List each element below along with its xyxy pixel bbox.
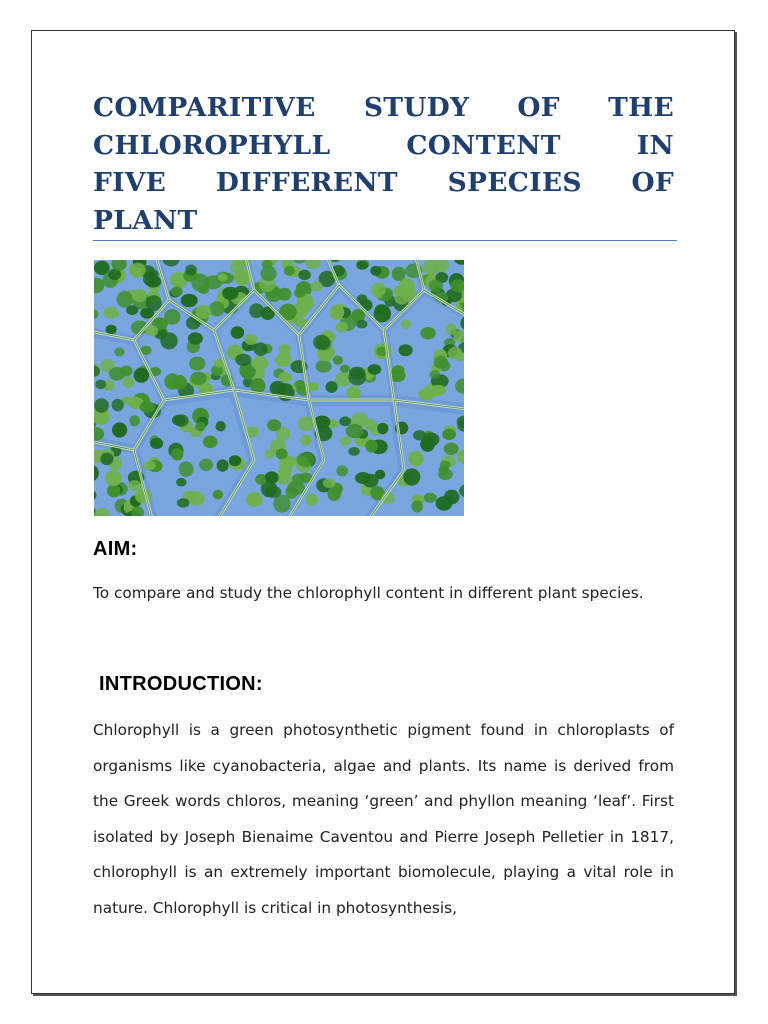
chloroplast: [218, 273, 228, 281]
chloroplast: [217, 459, 229, 471]
chloroplast: [129, 396, 140, 407]
title-line-1: [93, 89, 674, 127]
chloroplast: [374, 305, 391, 323]
chloroplast: [267, 419, 281, 431]
chloroplast: [134, 368, 150, 383]
chloroplast: [301, 300, 311, 310]
chloroplast: [347, 386, 361, 401]
title-word: IN: [636, 129, 674, 161]
title-word: FIVE: [93, 167, 167, 198]
chloroplast: [203, 436, 218, 449]
chloroplast: [411, 500, 423, 512]
chloroplast: [340, 365, 350, 373]
chloroplast: [209, 301, 225, 316]
chloroplast: [422, 260, 438, 275]
title-underline-rule: [93, 240, 677, 241]
chloroplast: [130, 263, 146, 277]
chloroplast: [114, 348, 124, 357]
chloroplast: [308, 382, 319, 391]
chloroplast: [401, 319, 411, 329]
chloroplast: [261, 266, 277, 281]
chloroplast: [275, 353, 292, 366]
chloroplast: [326, 381, 338, 393]
title-word: SPECIES: [447, 167, 582, 198]
chloroplast: [420, 437, 435, 452]
chloroplast: [107, 484, 121, 497]
chloroplast: [199, 459, 213, 471]
title-word: COMPARITIVE: [93, 92, 316, 123]
chloroplast: [439, 466, 449, 475]
chloroplast: [246, 492, 262, 507]
chloroplast: [94, 398, 109, 413]
title-word: CONTENT: [406, 129, 561, 161]
title-line-3: [93, 164, 674, 202]
chloroplast: [100, 453, 113, 466]
chloroplast: [424, 493, 437, 503]
chloroplast: [399, 344, 413, 356]
chloroplast: [189, 357, 205, 371]
chloroplast: [164, 309, 181, 325]
chloroplast: [442, 429, 456, 440]
chloroplast: [300, 435, 311, 446]
chloroplast: [265, 471, 279, 484]
chloroplast: [176, 478, 186, 487]
chloroplast: [336, 322, 348, 333]
chloroplast: [254, 342, 268, 356]
chloroplast: [105, 470, 122, 486]
chloroplast: [284, 266, 295, 276]
chloroplast: [348, 447, 360, 456]
chloroplast: [346, 424, 364, 439]
chloroplast: [348, 370, 366, 386]
chloroplast: [146, 295, 162, 311]
chloroplast: [392, 267, 406, 281]
chloroplast: [377, 423, 388, 435]
chloroplast: [429, 370, 440, 379]
chloroplast: [160, 332, 177, 349]
introduction-text: Chlorophyll is a green photosynthetic pigment found in chloroplasts of organisms like cyanobacteria, algae and plants. Its name is derived from the Greek words chloros, meaning ‘green’ and phyllon meaning ‘leaf’. First isolated by Joseph Bienaime Caventou and Pierre Joseph Pelletier in 1817, chlorophyll is an extremely important biomolecule, playing a vital role in nature. Chlorophyll is critical in photosynthesis,: [93, 721, 674, 917]
chloroplast: [177, 498, 190, 508]
chloroplast: [444, 490, 459, 505]
chloroplast: [335, 372, 351, 387]
chloroplast: [117, 291, 133, 308]
chloroplast: [196, 305, 212, 319]
chloroplast: [339, 416, 351, 426]
chloroplast: [112, 399, 124, 412]
title-word: CHLOROPHYLL: [93, 129, 331, 161]
chloroplast: [297, 452, 315, 466]
chloroplast: [399, 278, 415, 295]
chloroplast: [150, 438, 163, 449]
chloroplast: [370, 266, 381, 276]
chloroplast: [298, 416, 315, 431]
chloroplast: [315, 360, 331, 373]
chloroplast: [185, 265, 197, 276]
chloroplast: [306, 493, 318, 506]
chloroplast: [213, 490, 224, 500]
chloroplast: [368, 364, 382, 375]
introduction-heading: INTRODUCTION:: [99, 673, 263, 695]
chloroplast: [278, 288, 292, 301]
aim-text: To compare and study the chlorophyll content in different plant species.: [93, 584, 644, 602]
chloroplast: [270, 381, 286, 396]
chloroplast: [123, 377, 135, 389]
chloroplast: [313, 335, 330, 350]
chloroplast: [298, 270, 311, 280]
chloroplast: [250, 378, 265, 393]
document-title: [93, 89, 674, 239]
chloroplast: [222, 287, 238, 300]
chloroplast: [448, 347, 463, 360]
title-word: THE: [608, 92, 674, 123]
title-line-2: [93, 127, 674, 165]
chloroplast: [171, 286, 183, 296]
chloroplast: [103, 307, 119, 319]
chloroplast: [235, 354, 251, 366]
chloroplast: [244, 334, 257, 345]
chloroplast: [181, 294, 198, 307]
title-line-4: [93, 202, 674, 240]
chloroplast: [229, 455, 241, 466]
chloroplast: [311, 281, 323, 292]
chloroplast: [230, 261, 243, 275]
chloroplast: [357, 261, 369, 270]
title-word: OF: [517, 92, 560, 123]
chloroplast: [190, 372, 206, 385]
chloroplast: [327, 487, 341, 501]
chloroplast: [145, 276, 161, 288]
aim-heading: AIM:: [93, 538, 138, 560]
chloroplast: [133, 289, 147, 302]
chloroplast: [420, 327, 435, 339]
chloroplast: [198, 285, 209, 294]
chloroplast: [429, 280, 443, 293]
chloroplast: [143, 461, 155, 471]
chloroplast: [215, 421, 225, 432]
chloroplast: [251, 356, 268, 370]
chloroplast: [171, 448, 183, 460]
chloroplast: [129, 415, 140, 426]
chloroplast: [106, 325, 117, 335]
chloroplast: [140, 401, 156, 413]
chloroplast: [287, 481, 305, 495]
chloroplast: [172, 375, 187, 390]
chloroplast: [188, 332, 203, 344]
chloroplast: [113, 424, 124, 433]
chloroplast: [95, 380, 106, 390]
chloroplast: [172, 415, 185, 426]
chloroplast: [323, 478, 336, 488]
title-word: PLANT: [93, 204, 198, 236]
chloroplast: [231, 326, 245, 339]
chloroplast: [279, 372, 292, 382]
chloroplast: [363, 474, 379, 488]
title-word: OF: [631, 167, 674, 198]
chloroplast: [109, 367, 125, 381]
chloroplast: [356, 320, 367, 329]
title-word: STUDY: [363, 92, 470, 123]
chloroplast: [419, 388, 435, 401]
chloroplast: [365, 440, 378, 453]
chloroplast: [189, 491, 205, 506]
chloroplast: [266, 486, 282, 498]
title-word: DIFFERENT: [215, 167, 398, 198]
chloroplast: [330, 305, 345, 320]
chloroplast: [371, 283, 386, 297]
chloroplast: [446, 323, 457, 334]
chloroplast: [340, 436, 352, 446]
chloroplast: [408, 451, 423, 467]
chloroplast-micrograph-image: [94, 260, 464, 516]
chloroplast: [336, 465, 348, 476]
chloroplast: [243, 368, 254, 379]
chloroplast: [195, 422, 205, 431]
chloroplast: [294, 288, 306, 298]
chloroplast: [333, 356, 343, 365]
chloroplast: [179, 461, 194, 477]
chloroplast: [403, 468, 420, 485]
chloroplast: [444, 443, 459, 455]
chloroplast: [434, 356, 448, 369]
chloroplast: [392, 365, 405, 375]
chloroplast: [276, 449, 288, 460]
